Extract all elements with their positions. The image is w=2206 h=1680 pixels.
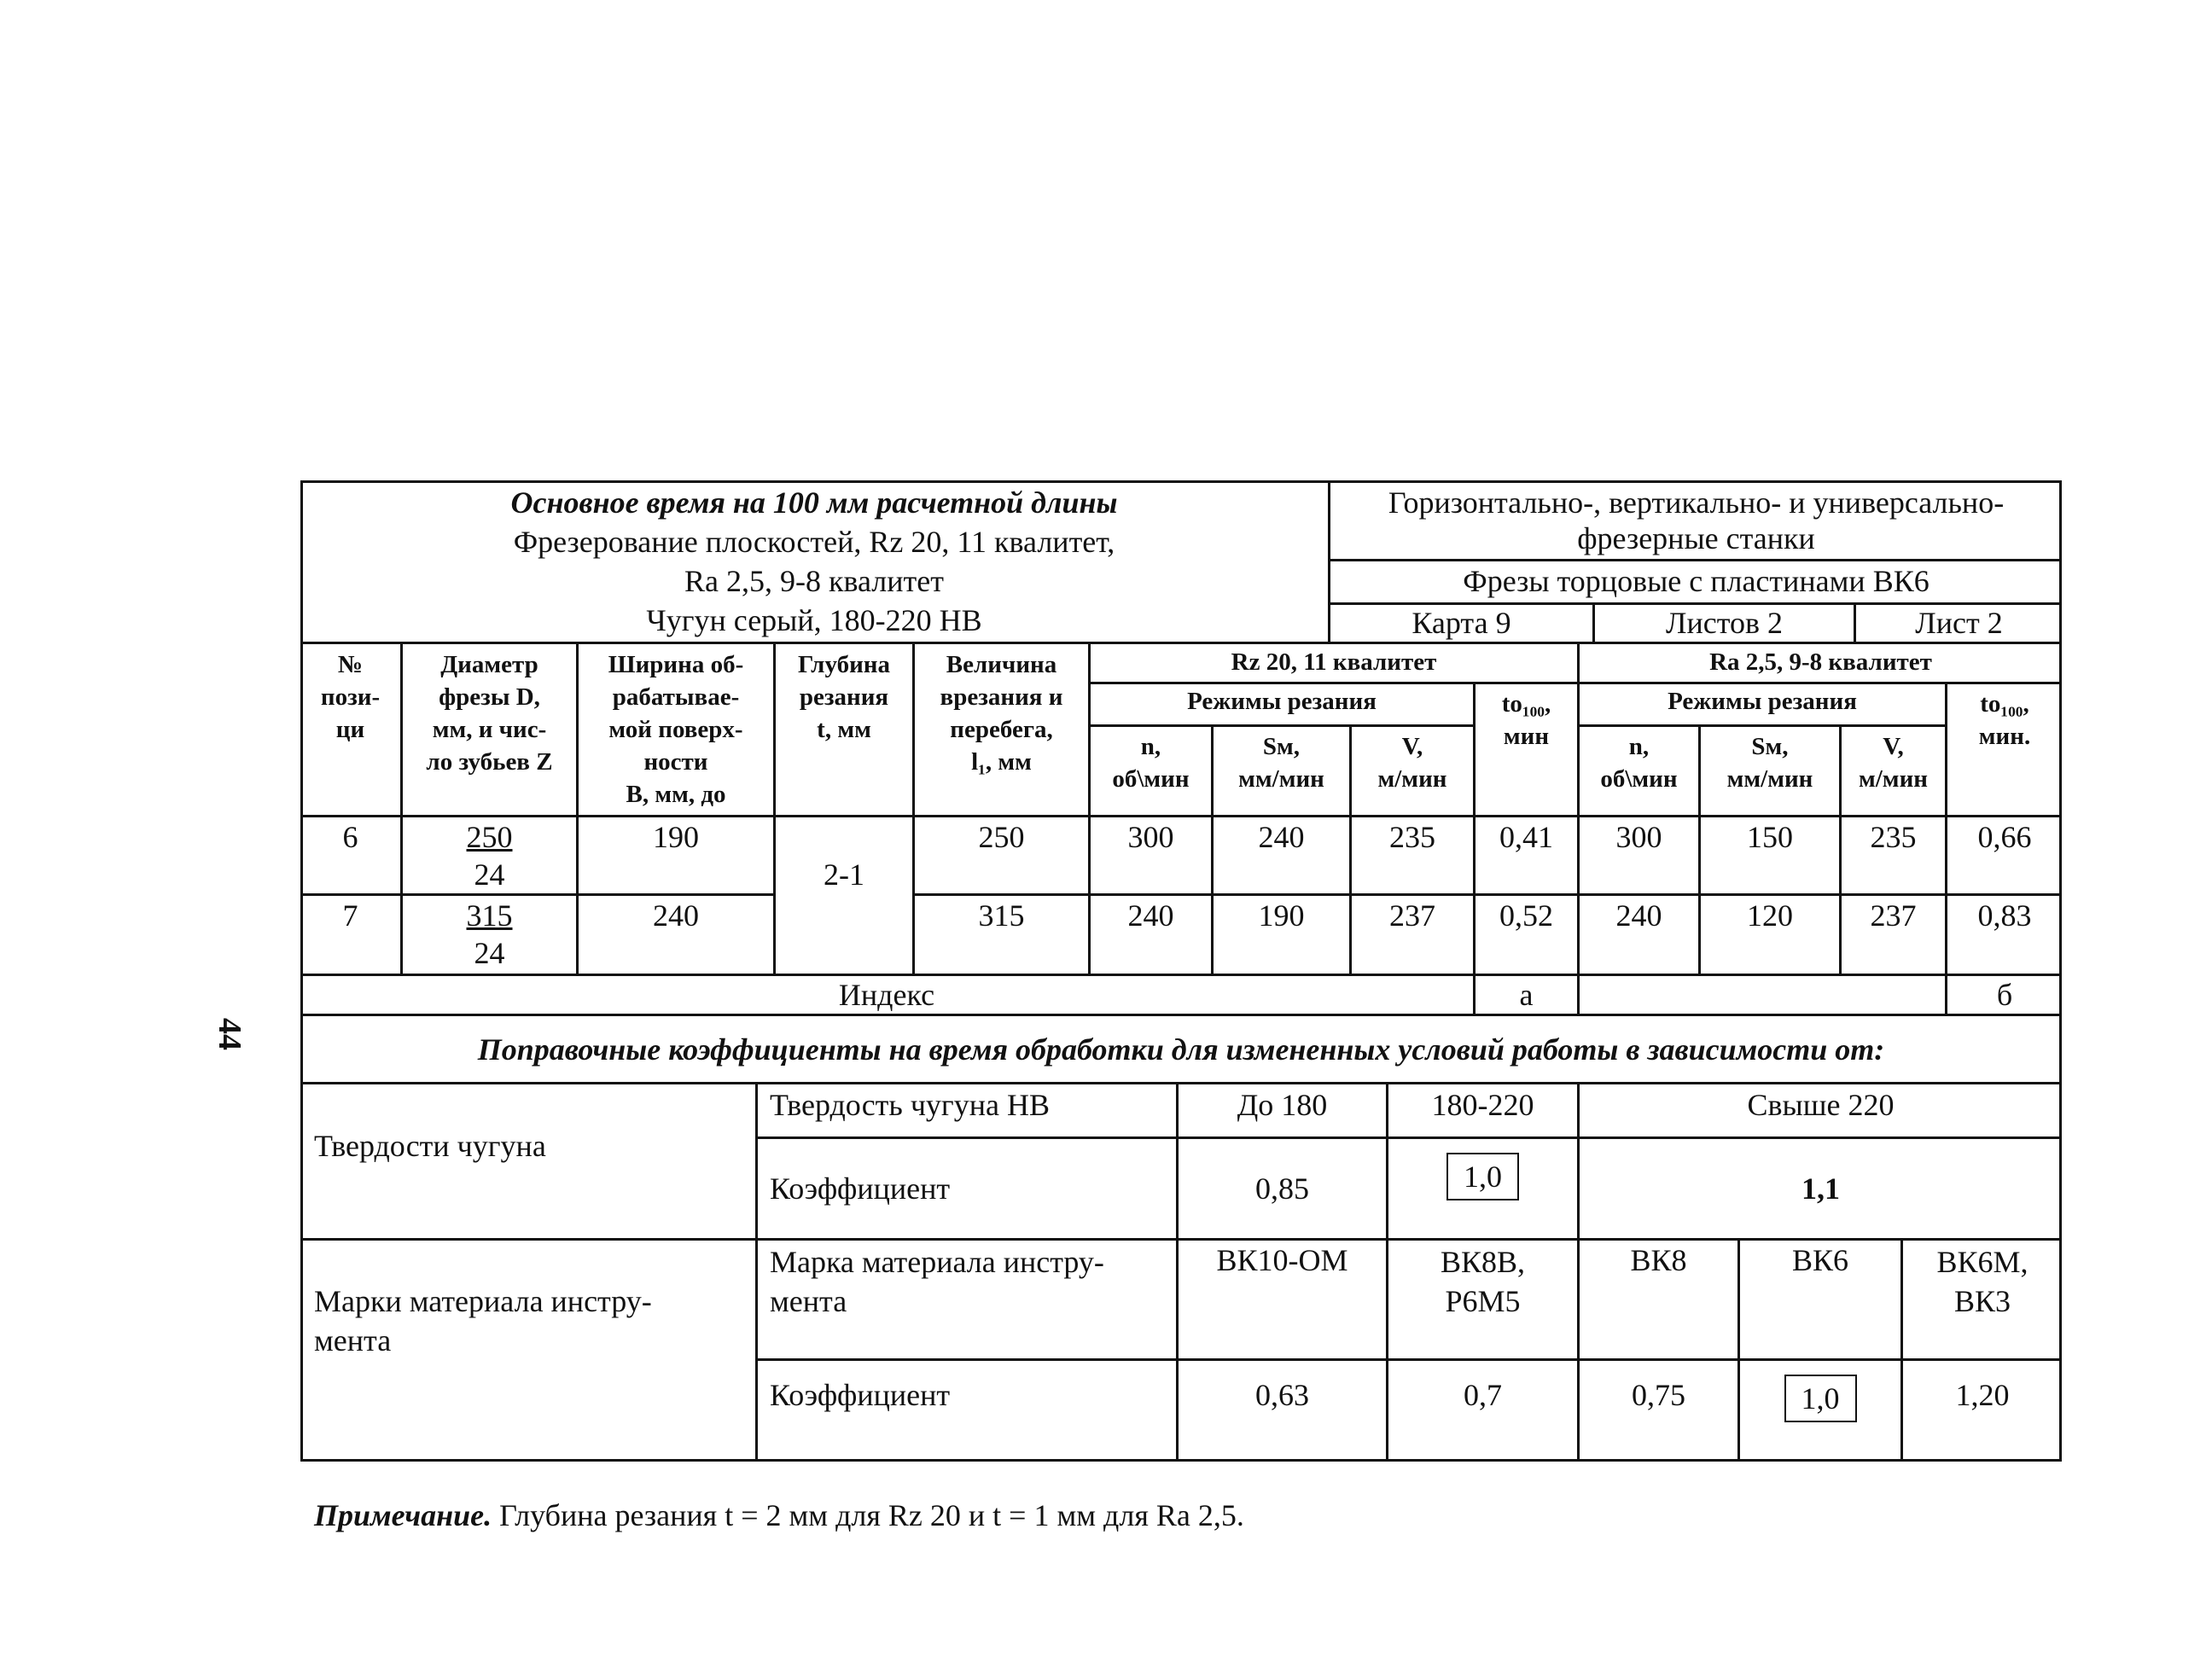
col-n-line: n, [1140,733,1161,760]
col-length-line: врезания и [940,683,1063,711]
cell-n: 300 [1127,820,1174,854]
hardness-h3: Свыше 220 [1747,1088,1895,1122]
cell-pos: 6 [342,820,358,854]
header-subtitle: Ra 2,5, 9-8 квалитет [684,564,944,598]
col-s-line: Sм, [1262,733,1301,760]
to-ra-line: to₁₀₀, [1980,690,2029,718]
material-coef-label: Коэффициент [770,1378,951,1412]
cell-teeth: 24 [474,936,505,970]
header-title: Основное время на 100 мм расчетной длины [510,485,1118,520]
col-width-line: Ширина об- [608,651,744,678]
col-s-line: мм/мин [1726,765,1813,793]
col-n-rz [1091,730,1211,795]
cell-s: 190 [1258,898,1305,933]
col-width [579,648,773,811]
cell-width: 190 [653,820,699,854]
col-diameter-line: ло зубьев Z [426,748,553,776]
divider [1577,975,1580,1014]
divider [755,1136,2062,1139]
col-length-line: l₁, мм [971,748,1032,776]
col-v-ra [1842,730,1945,795]
col-width-line: рабатывае- [612,683,740,711]
group-rz: Rz 20, 11 квалитет [1231,648,1437,676]
hardness-h2: 180-220 [1431,1088,1534,1122]
cell-diameter: 315 [466,898,513,933]
to-rz-line: мин [1503,723,1550,750]
col-pos [300,648,400,746]
hardness-coef-label: Коэффициент [770,1171,951,1206]
header-subtitle: Фрезерование плоскостей, Rz 20, 11 квалитет, [513,525,1115,559]
material-m2 [1388,1242,1577,1321]
divider [1328,559,2062,561]
page-number: 44 [212,1018,247,1050]
cell-v: 237 [1389,898,1435,933]
col-depth [776,648,912,746]
machines-label: Горизонтально-, вертикально- и универсально- [1388,485,2005,520]
index-b: б [1996,978,2013,1012]
material-c4: 1,0 [1784,1375,1857,1422]
col-pos-line: пози- [320,683,381,711]
col-s-rz [1214,730,1349,795]
cell-v: 235 [1870,820,1917,854]
cell-n: 300 [1615,820,1662,854]
divider [300,815,2062,817]
col-s-line: мм/мин [1238,765,1324,793]
divider [300,1238,2062,1241]
cell-diameter: 250 [466,820,513,854]
material-param-line: мента [770,1284,847,1318]
hardness-c3: 1,1 [1801,1171,1840,1206]
cell-to: 0,41 [1499,820,1553,854]
material-c5: 1,20 [1955,1378,2010,1412]
modes-rz: Режимы резания [1187,688,1377,715]
index-label: Индекс [838,978,935,1012]
cell-n: 240 [1615,898,1662,933]
to-ra [1947,688,2062,753]
cell-v: 237 [1870,898,1917,933]
cell-length: 315 [978,898,1025,933]
cell-s: 120 [1747,898,1793,933]
group-ra: Ra 2,5, 9-8 квалитет [1709,648,1932,676]
cell-v: 235 [1389,820,1435,854]
hardness-label: Твердости чугуна [314,1129,546,1163]
cell-teeth: 24 [474,857,505,892]
col-width-line: ности [643,748,708,776]
cell-width: 240 [653,898,699,933]
col-depth-line: t, мм [817,716,871,743]
col-n-line: об\мин [1600,765,1678,793]
cell-length: 250 [978,820,1025,854]
divider [1577,724,1945,727]
col-n-line: об\мин [1112,765,1190,793]
material-m5-line: ВК6М, [1936,1245,2028,1279]
material-label [314,1282,652,1360]
col-v-line: V, [1883,733,1904,760]
col-pos-line: ци [335,716,365,743]
hardness-param: Твердость чугуна НВ [770,1088,1050,1122]
divider [912,893,2062,896]
hardness-c2: 1,0 [1446,1153,1519,1200]
material-m4: ВК6 [1791,1243,1849,1277]
material-m1: ВК10-ОМ [1216,1243,1348,1277]
note-text: Глубина резания t = 2 мм для Rz 20 и t = 1 мм для Ra 2,5. [499,1498,1244,1532]
divider [1088,682,2062,684]
material-label-line: Марки материала инстру- [314,1284,652,1318]
tools-label: Фрезы торцовые с пластинами ВК6 [1463,564,1930,598]
material-m3: ВК8 [1630,1243,1687,1277]
cell-to: 0,66 [1977,820,2032,854]
material-m5-line: ВК3 [1953,1284,2011,1318]
col-diameter-line: Диаметр [440,651,538,678]
divider [300,974,2062,976]
col-diameter-line: фрезы D, [439,683,540,711]
cell-depth: 2-1 [824,857,864,892]
cell-s: 150 [1747,820,1793,854]
col-v-line: V, [1401,733,1423,760]
material-m2-line: ВК8В, [1440,1245,1526,1279]
col-n-line: n, [1628,733,1650,760]
material-m5 [1903,1242,2062,1321]
material-c4-cell [1740,1381,1900,1416]
divider [300,1082,2062,1084]
col-width-line: В, мм, до [626,781,726,808]
hardness-c1: 0,85 [1255,1171,1309,1206]
to-ra-line: мин. [1978,723,2031,750]
material-label-line: мента [314,1323,392,1357]
corrections-title: Поправочные коэффициенты на время обработки для измененных условий работы в зависимости от: [477,1032,1885,1067]
col-length-line: перебега, [950,716,1053,743]
divider [755,1358,2062,1361]
divider [1088,724,1473,727]
col-diameter [403,648,576,778]
material-param-line: Марка материала инстру- [770,1245,1104,1279]
material-c2: 0,7 [1464,1378,1502,1412]
index-a: а [1519,978,1534,1012]
divider [300,1014,2062,1016]
cell-n: 240 [1127,898,1174,933]
col-length-line: Величина [946,651,1057,678]
to-rz-line: to₁₀₀, [1501,690,1551,718]
card-label: Карта 9 [1411,606,1511,640]
col-width-line: мой поверх- [608,716,743,743]
machines-label: фрезерные станки [1577,521,1815,555]
col-pos-line: № [337,651,364,678]
sheets-label: Листов 2 [1666,606,1783,640]
col-v-rz [1352,730,1473,795]
sheet-label: Лист 2 [1915,606,2003,640]
cell-s: 240 [1258,820,1305,854]
hardness-h1: До 180 [1237,1088,1328,1122]
cell-pos: 7 [342,898,358,933]
material-c1: 0,63 [1255,1378,1309,1412]
col-diameter-line: мм, и чис- [432,716,547,743]
header-subtitle: Чугун серый, 180-220 НВ [646,603,982,637]
material-m2-line: Р6М5 [1445,1284,1521,1318]
col-s-line: Sм, [1751,733,1789,760]
material-param [770,1242,1104,1321]
note-label: Примечание. [314,1498,492,1532]
material-c3: 0,75 [1632,1378,1685,1412]
note [314,1497,1244,1533]
divider [300,893,774,896]
cell-to: 0,83 [1977,898,2032,933]
col-v-line: м/мин [1377,765,1447,793]
col-v-line: м/мин [1859,765,1928,793]
col-s-ra [1701,730,1839,795]
modes-ra: Режимы резания [1668,688,1857,715]
to-rz [1476,688,1577,753]
col-depth-line: Глубина [798,651,890,678]
col-length [915,648,1088,778]
divider [300,642,2062,644]
col-n-ra [1580,730,1698,795]
cell-to: 0,52 [1499,898,1553,933]
col-depth-line: резания [799,683,889,711]
hardness-c2-cell [1388,1159,1577,1195]
